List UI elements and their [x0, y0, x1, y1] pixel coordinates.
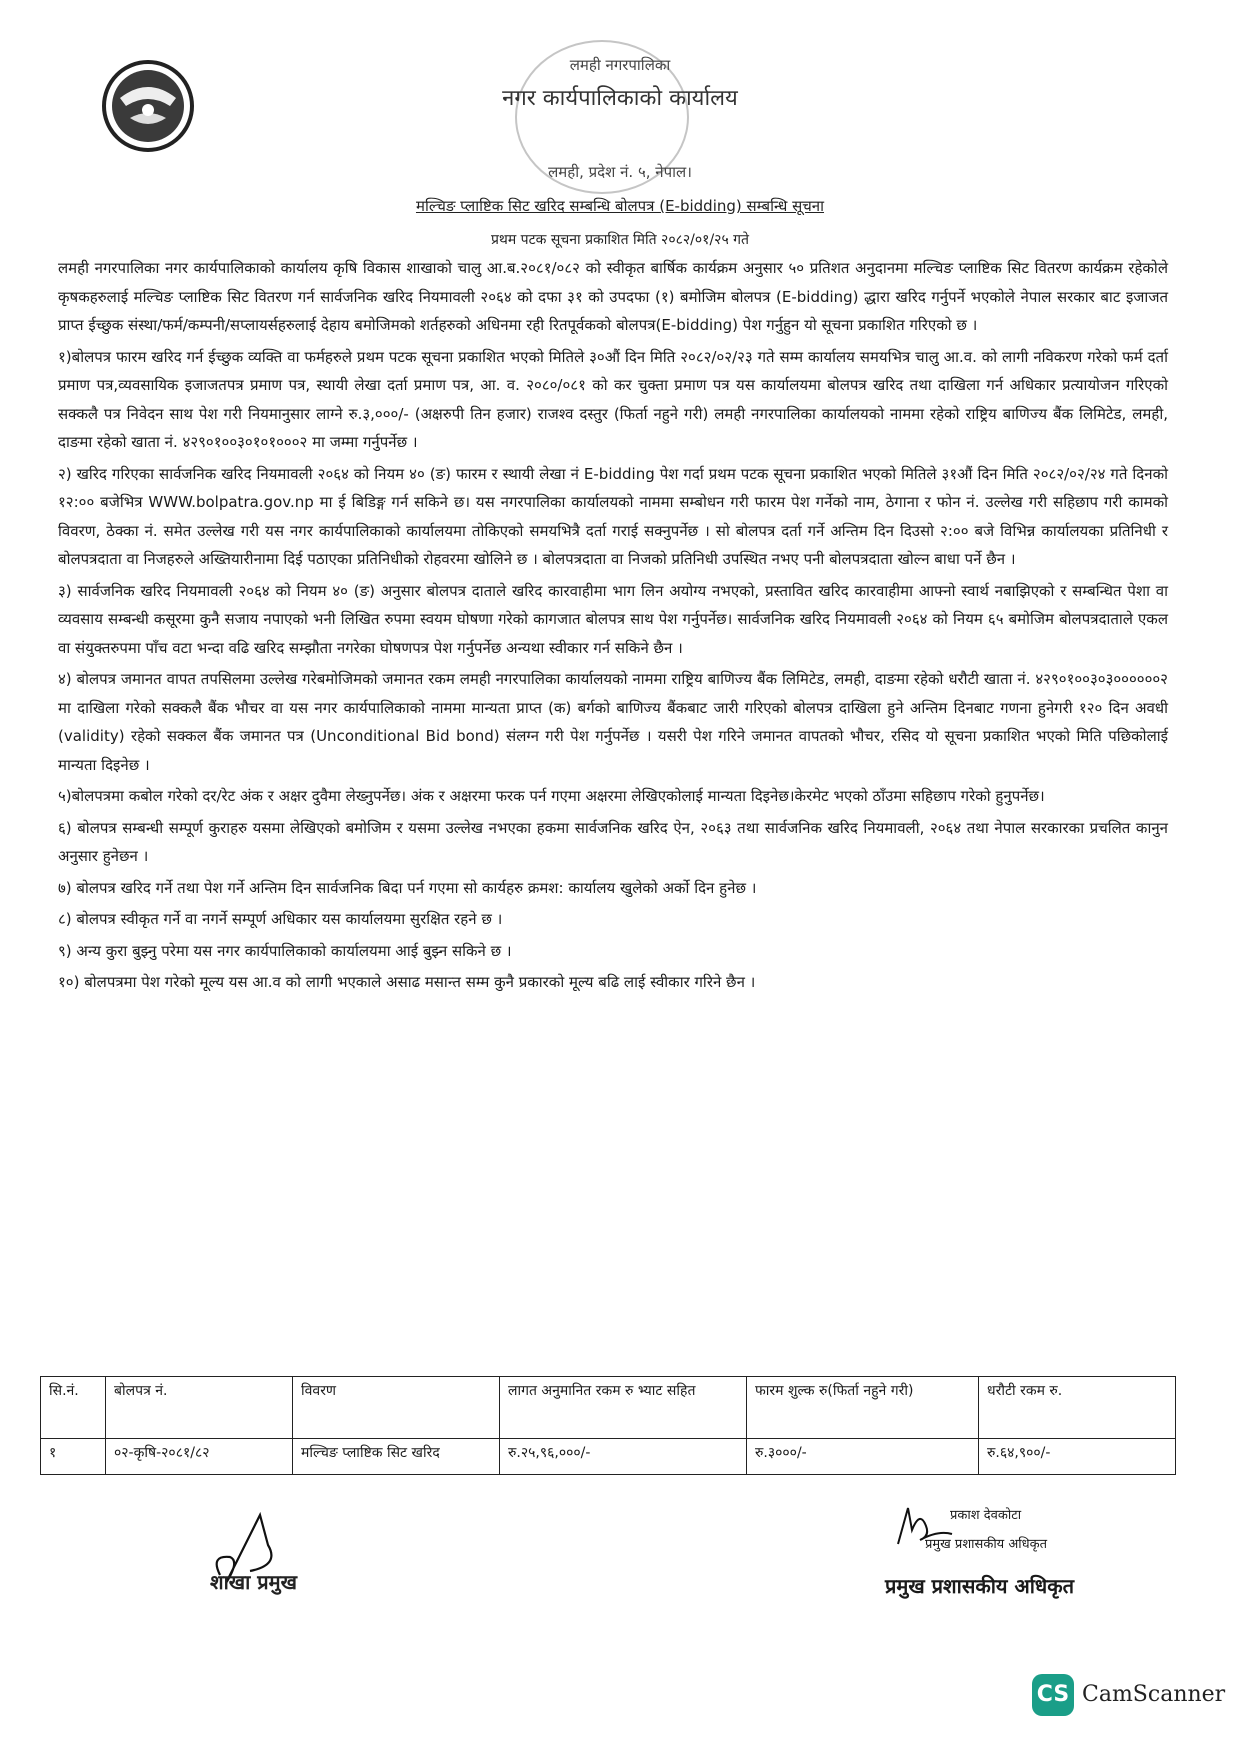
table-row: [41, 1439, 1176, 1475]
col-form-fee: फारम शुल्क रु(फिर्ता नहुने गरी): [747, 1377, 979, 1439]
officer-role: प्रमुख प्रशासकीय अधिकृत: [925, 1537, 1048, 1552]
clause-4: ४) बोलपत्र जमानत वापत तपसिलमा उल्लेख गरेबमोजिमको जमानत रकम लमही नगरपालिका कार्यालयको नाममा राष्ट्रिय बाणिज्य बैंक लिमिटेड, लमही, दाङमा रहेको धरौटी खाता नं. ४२९०१००३०३००००००२ मा दाखिला गरेको सक्कलै बैंक भौचर वा यस नगर कार्यपालिकाको नाममा मान्यता प्राप्त (क) बर्गको बाणिज्य बैंकबाट जारी गरिएको बोलपत्र दाखिला हुने अन्तिम दिनबाट गणना हुनेगरी १२० दिन अवधी (validity) रहेको सक्कल बैंक जमानत पत्र (Unconditional Bid bond) संलग्न गरी पेश गर्नुपर्नेछ । यसरी पेश गरिने जमानत वापतको भौचर, रसिद यो सूचना प्रकाशित भएको मिति पछिकोलाई मान्यता दिइनेछ ।: [58, 670, 1168, 774]
clause-8: ८) बोलपत्र स्वीकृत गर्ने वा नगर्ने सम्पूर्ण अधिकार यस कार्यालयमा सुरक्षित रहने छ ।: [58, 910, 503, 928]
camscanner-text: CamScanner: [1082, 1682, 1226, 1707]
office-address: लमही, प्रदेश नं. ५, नेपाल।: [548, 163, 692, 181]
cell-estimated-cost: रु.२५,९६,०००/-: [500, 1439, 747, 1475]
section-chief-title: शाखा प्रमुख: [210, 1570, 297, 1594]
clause-7: ७) बोलपत्र खरिद गर्ने तथा पेश गर्ने अन्तिम दिन सार्वजनिक बिदा पर्न गएमा सो कार्यहरु क्रमश: कार्यालय खुलेको अर्को दिन हुनेछ ।: [58, 878, 757, 897]
cell-bid-no: ०२-कृषि-२०८१/८२: [106, 1439, 293, 1475]
col-deposit: धरौटी रकम रु.: [979, 1377, 1176, 1439]
clause-10: १०) बोलपत्रमा पेश गरेको मूल्य यस आ.व को लागी भएकाले असाढ मसान्त सम्म कुनै प्रकारको मूल्य बढि लाई स्वीकार गरिने छैन ।: [58, 973, 756, 991]
col-estimated-cost: लागत अनुमानित रकम रु भ्याट सहित: [500, 1377, 747, 1439]
clause-6: ६) बोलपत्र सम्बन्धी सम्पूर्ण कुराहरु यसमा लेखिएको बमोजिम र यसमा उल्लेख नभएका हकमा सार्वजनिक खरिद ऐन, २०६३ तथा सार्वजनिक खरिद नियमावली, २०६४ तथा नेपाल सरकारका प्रचलित कानुन अनुसार हुनेछन ।: [58, 818, 1168, 865]
col-bid-no: बोलपत्र नं.: [106, 1377, 293, 1439]
clause-5: ५)बोलपत्रमा कबोल गरेको दर/रेट अंक र अक्षर दुवैमा लेख्नुपर्नेछ। अंक र अक्षरमा फरक पर्न गएमा अक्षरमा लेखिएकोलाई मान्यता दिइनेछ।केरमेट भएको ठाँउमा सहिछाप गरेको हुनुपर्नेछ।: [58, 787, 1045, 805]
notice-title: [0, 196, 1240, 216]
officer-title: प्रमुख प्रशासकीय अधिकृत: [885, 1574, 1074, 1598]
table-header-row: [41, 1377, 1176, 1439]
camscanner-logo-icon: CS: [1032, 1674, 1074, 1716]
notice-body: [58, 254, 1168, 1000]
publication-date: प्रथम पटक सूचना प्रकाशित मिति २०८२/०१/२५ गते: [490, 232, 750, 248]
clause-2: २) खरिद गरिएका सार्वजनिक खरिद नियमावली २०६४ को नियम ४० (ङ) फारम र स्थायी लेखा नं E-bidding पेश गर्दा प्रथम पटक सूचना प्रकाशित भएको मितिले ३१औं दिन मिति २०८२/०२/२४ गते दिनको १२:०० बजेभित्र WWW.bolpatra.gov.np मा ई बिडिङ्ग गर्न सकिने छ। यस नगरपालिका कार्यालयको नाममा सम्बोधन गरी फारम पेश गर्नेको नाम, ठेगाना र फोन नं. उल्लेख गरी सहिछाप गरी कामको विवरण, ठेक्का नं. समेत उल्लेख गरी यस नगर कार्यपालिकाको कार्यालयमा तोकिएको समयभित्रै दर्ता गराई सक्नुपर्नेछ । सो बोलपत्र दर्ता गर्ने अन्तिम दिन दिउसो २:०० बजे विभिन्न कार्यालयका प्रतिनिधी र बोलपत्रदाता वा निजहरुले अख्तियारीनामा दिई पठाएका प्रतिनिधीको रोहवरमा खोलिने छ । बोलपत्रदाता वा निजको प्रतिनिधी उपस्थित नभए पनी बोलपत्रदाता खोल्न बाधा पर्ने छैन ।: [58, 464, 1168, 568]
notice-title-text: मल्चिङ प्लाष्टिक सिट खरिद सम्बन्धि बोलपत्र (E-bidding) सम्बन्धि सूचना: [415, 197, 825, 215]
clause-9: ९) अन्य कुरा बुझ्नु परेमा यस नगर कार्यपालिकाको कार्यालयमा आई बुझ्न सकिने छ ।: [58, 941, 512, 960]
clause-3: ३) सार्वजनिक खरिद नियमावली २०६४ को नियम ४० (ङ) अनुसार बोलपत्र दाताले खरिद कारवाहीमा भाग लिन अयोग्य नभएको, प्रस्तावित खरिद कारवाहीमा आफ्नो स्वार्थ नबाझिएको र सम्बन्धित पेशा वा व्यवसाय सम्बन्धी कसूरमा कुनै सजाय नपाएको भनी लिखित रुपमा स्वयम घोषणा गरेको कागजात बोलपत्र साथ पेश गर्नुपर्नेछ। सार्वजनिक खरिद नियमावली २०६४ को नियम ६५ बमोजिम बोलपत्रदाताले एकल वा संयुक्तरुपमा पाँच वटा भन्दा वढि खरिद सम्झौता नगरेका घोषणपत्र पेश गर्नुपर्नेछ अन्यथा स्वीकार गर्न सकिने छैन ।: [58, 581, 1168, 657]
cell-deposit: रु.६४,९००/-: [979, 1439, 1176, 1475]
bid-table: [40, 1376, 1176, 1475]
intro-paragraph: लमही नगरपालिका नगर कार्यपालिकाको कार्यालय कृषि विकास शाखाको चालु आ.ब.२०८१/०८२ को स्वीकृत बार्षिक कार्यक्रम अनुसार ५० प्रतिशत अनुदानमा मल्चिङ प्लाष्टिक सिट वितरण कार्यक्रम रहेकोले कृषकहरुलाई मल्चिङ प्लाष्टिक सिट वितरण गर्न सार्वजनिक खरिद नियमावली २०६४ को दफा ३१ को उपदफा (१) बमोजिम बोलपत्र (E-bidding) द्धारा खरिद गर्नुपर्ने भएकोले नेपाल सरकार बाट इजाजत प्राप्त ईच्छुक संस्था/फर्म/कम्पनी/सप्लायर्सहरुलाई देहाय बमोजिमको शर्तहरुको अधिनमा रही रितपूर्वकको बोलपत्र(E-bidding) पेश गर्नुहुन यो सूचना प्रकाशित गरिएको छ ।: [58, 259, 1168, 334]
cell-form-fee: रु.३०००/-: [747, 1439, 979, 1475]
clause-1: १)बोलपत्र फारम खरिद गर्न ईच्छुक व्यक्ति वा फर्महरुले प्रथम पटक सूचना प्रकाशित भएको मितिले ३०औं दिन मिति २०८२/०२/२३ गते सम्म कार्यालय समयभित्र चालु आ.व. को लागी नविकरण गरेको फर्म दर्ता प्रमाण पत्र,व्यवसायिक इजाजतपत्र प्रमाण पत्र, स्थायी लेखा दर्ता प्रमाण पत्र, आ. व. २०८०/०८१ को कर चुक्ता प्रमाण पत्र यस कार्यालयमा बोलपत्र खरिद तथा दाखिला गर्न अधिकार प्रत्यायोजन गरिएको सक्कलै पत्र निवेदन साथ पेश गरी नियमानुसार लाग्ने रु.३,०००/- (अक्षरुपी तिन हजार) राजश्व दस्तुर (फिर्ता नहुने गरी) लमही नगरपालिका कार्यालयको नाममा रहेको राष्ट्रिय बाणिज्य बैंक लिमिटेड, लमही, दाङमा रहेको खाता नं. ४२९०१००३०१०१०००२ मा जम्मा गर्नुपर्नेछ ।: [58, 347, 1168, 451]
col-serial: सि.नं.: [41, 1377, 106, 1439]
cell-description: मल्चिङ प्लाष्टिक सिट खरिद: [293, 1439, 500, 1475]
col-description: विवरण: [293, 1377, 500, 1439]
officer-name: प्रकाश देवकोटा: [950, 1508, 1022, 1523]
office-name: नगर कार्यपालिकाको कार्यालय: [502, 86, 738, 111]
municipality-name: लमही नगरपालिका: [569, 56, 671, 74]
cell-serial: १: [41, 1439, 106, 1475]
